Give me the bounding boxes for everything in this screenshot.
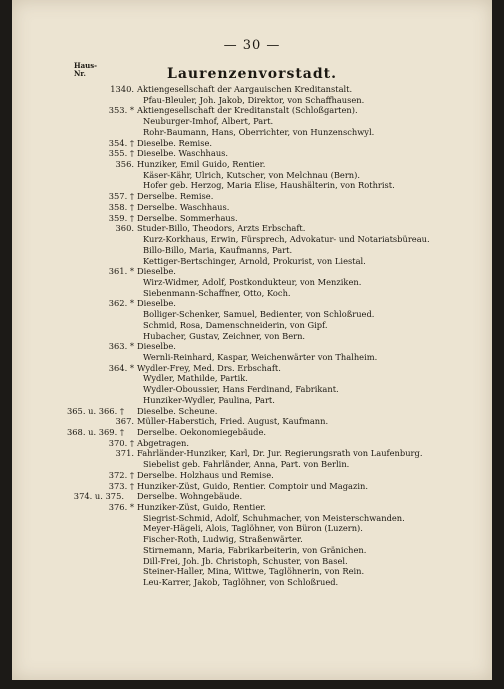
house-number: 355. † — [108, 148, 134, 159]
entry-text: Käser-Kähr, Ulrich, Kutscher, von Melchnau (Bern). — [143, 169, 361, 180]
entry-row — [12, 395, 492, 406]
entry-row — [12, 202, 492, 213]
entry-text: Siebelist geb. Fahrländer, Anna, Part. von Berlin. — [143, 459, 350, 470]
entry-row — [12, 256, 492, 267]
house-number: 371. — [115, 448, 134, 459]
house-number: 365. u. 366. † — [67, 405, 124, 416]
entry-text: Derselbe. Sommerhaus. — [137, 212, 238, 223]
entry-text: Rohr-Baumann, Hans, Oberrichter, von Hunzenschwyl. — [143, 126, 375, 137]
entry-row — [12, 223, 492, 234]
entry-row — [12, 116, 492, 127]
house-number: 353. * — [108, 105, 134, 116]
entry-text: Derselbe. Holzhaus und Remise. — [137, 469, 274, 480]
entry-row — [12, 170, 492, 181]
entry-row — [12, 127, 492, 138]
page-number: — 30 — — [223, 38, 281, 53]
entry-text: Fischer-Roth, Ludwig, Straßenwärter. — [143, 534, 303, 545]
entry-text: Siegrist-Schmid, Adolf, Schuhmacher, von Meisterschwanden. — [143, 512, 405, 523]
entry-row — [12, 513, 492, 524]
entry-text: Wydler-Frey, Med. Drs. Erbschaft. — [137, 362, 281, 373]
entry-row — [12, 523, 492, 534]
entry-row — [12, 105, 492, 116]
entry-text: Leu-Karrer, Jakob, Taglöhner, von Schloßrued. — [143, 577, 339, 588]
entry-text: Derselbe. Oekonomiegebäude. — [137, 427, 267, 437]
entry-row — [12, 545, 492, 556]
document-page — [12, 0, 492, 680]
entry-text: Wirz-Widmer, Adolf, Postkondukteur, von Menziken. — [143, 276, 362, 287]
entry-row — [12, 438, 492, 449]
entry-text: Studer-Billo, Theodors, Arzts Erbschaft. — [137, 223, 306, 234]
house-number: 356. — [115, 159, 134, 170]
entry-row — [12, 534, 492, 545]
entry-text: Dieselbe. — [137, 341, 176, 352]
entry-row — [12, 384, 492, 395]
entry-text: Siebenmann-Schaffner, Otto, Koch. — [143, 287, 291, 298]
entry-row — [12, 416, 492, 427]
entry-row — [12, 577, 492, 588]
entry-text: Fahrländer-Hunziker, Karl, Dr. Jur. Regierungsrath von Laufenburg. — [137, 448, 423, 459]
house-number: 362. * — [108, 298, 134, 309]
entry-row — [12, 320, 492, 331]
house-number: 367. — [115, 416, 134, 427]
entry-row — [12, 406, 492, 417]
entry-text: Dieselbe. Waschhaus. — [137, 148, 229, 159]
entry-row — [12, 148, 492, 159]
entry-row — [12, 459, 492, 470]
entry-text: Hubacher, Gustav, Zeichner, von Bern. — [143, 330, 306, 341]
entry-text: Dieselbe. — [137, 298, 176, 309]
entry-row — [12, 213, 492, 224]
house-number: 359. † — [108, 212, 134, 223]
entry-row — [12, 331, 492, 342]
entry-row — [12, 566, 492, 577]
entry-list — [12, 84, 492, 588]
entry-text: Wydler-Oboussier, Hans Ferdinand, Fabrikant. — [143, 384, 339, 395]
entry-row — [12, 138, 492, 149]
entry-row — [12, 159, 492, 170]
entry-row — [12, 448, 492, 459]
entry-row — [12, 298, 492, 309]
entry-text: Dill-Frei, Joh. Jb. Christoph, Schuster, von Basel. — [143, 555, 348, 566]
entry-row — [12, 266, 492, 277]
entry-row — [12, 84, 492, 95]
entry-row — [12, 352, 492, 363]
house-number: 360. — [115, 223, 134, 234]
house-number: 370. † — [108, 437, 134, 448]
house-number: 1340. — [110, 84, 134, 94]
haus-label-line-1: Haus- — [74, 61, 98, 70]
entry-text: Hunziker-Züst, Guido, Rentier. Comptoir und Magazin. — [137, 480, 369, 491]
entry-text: Müller-Haberstich, Fried. August, Kaufmann. — [137, 416, 329, 427]
house-number: 373. † — [108, 480, 134, 491]
house-number: 361. * — [108, 266, 134, 277]
entry-row — [12, 191, 492, 202]
house-number: 357. † — [108, 191, 134, 202]
entry-text: Aktiengesellschaft der Kreditanstalt (Schloßgarten). — [137, 105, 358, 116]
entry-text: Wernli-Reinhard, Kaspar, Weichenwärter von Thalheim. — [143, 351, 378, 362]
entry-text: Schmid, Rosa, Damenschneiderin, von Gipf. — [143, 319, 328, 330]
house-number: 364. * — [108, 362, 134, 373]
house-number: 372. † — [108, 469, 134, 480]
house-number: 368. u. 369. † — [67, 427, 124, 437]
entry-text: Meyer-Hägeli, Alois, Taglöhner, von Büron (Luzern). — [143, 523, 363, 534]
entry-text: Derselbe. Remise. — [137, 191, 214, 202]
entry-text: Dieselbe. Remise. — [137, 137, 213, 148]
entry-text: Kurz-Korkhaus, Erwin, Fürsprech, Advokatur- und Notariatsbüreau. — [143, 234, 430, 245]
entry-row — [12, 180, 492, 191]
entry-text: Hofer geb. Herzog, Maria Elise, Haushälterin, von Rothrist. — [143, 180, 395, 191]
haus-label-line-2: Nr. — [74, 69, 86, 78]
house-number: 358. † — [108, 201, 134, 212]
entry-text: Aktiengesellschaft der Aargauischen Kreditanstalt. — [137, 84, 353, 94]
entry-text: Neuburger-Imhof, Albert, Part. — [143, 116, 274, 127]
entry-row — [12, 95, 492, 106]
entry-row — [12, 234, 492, 245]
entry-text: Abgetragen. — [137, 437, 189, 448]
entry-row — [12, 481, 492, 492]
house-number: 376. * — [108, 502, 134, 513]
entry-text: Stirnemann, Maria, Fabrikarbeiterin, von Gränichen. — [143, 544, 367, 555]
entry-text: Hunziker-Wydler, Paulina, Part. — [143, 394, 275, 405]
entry-row — [12, 373, 492, 384]
house-number: 374. u. 375. — [73, 491, 124, 502]
entry-text: Hunziker, Emil Guido, Rentier. — [137, 159, 266, 170]
entry-row — [12, 470, 492, 481]
entry-row — [12, 491, 492, 502]
entry-row — [12, 309, 492, 320]
entry-text: Dieselbe. Scheune. — [137, 405, 218, 416]
entry-row — [12, 288, 492, 299]
entry-text: Derselbe. Wohngebäude. — [137, 491, 243, 502]
entry-text: Dieselbe. — [137, 266, 176, 277]
entry-text: Kettiger-Bertschinger, Arnold, Prokurist, von Liestal. — [143, 255, 366, 266]
entry-row — [12, 427, 492, 438]
entry-text: Steiner-Haller, Mina, Wittwe, Taglöhnerin, von Rein. — [143, 566, 365, 577]
entry-row — [12, 341, 492, 352]
entry-text: Hunziker-Züst, Guido, Rentier. — [137, 502, 266, 513]
entry-row — [12, 556, 492, 567]
entry-text: Derselbe. Waschhaus. — [137, 201, 230, 212]
entry-row — [12, 277, 492, 288]
entry-text: Billo-Billo, Maria, Kaufmanns, Part. — [143, 244, 293, 255]
entry-text: Wydler, Mathilde, Partik. — [143, 373, 248, 384]
house-number: 354. † — [108, 137, 134, 148]
entry-text: Bolliger-Schenker, Samuel, Bedienter, von Schloßrued. — [143, 309, 375, 320]
entry-row — [12, 363, 492, 374]
entry-row — [12, 502, 492, 513]
entry-row — [12, 245, 492, 256]
entry-text: Pfau-Bleuler, Joh. Jakob, Direktor, von Schaffhausen. — [143, 94, 365, 105]
house-number: 363. * — [108, 341, 134, 352]
section-title: Laurenzenvorstadt. — [167, 66, 337, 82]
